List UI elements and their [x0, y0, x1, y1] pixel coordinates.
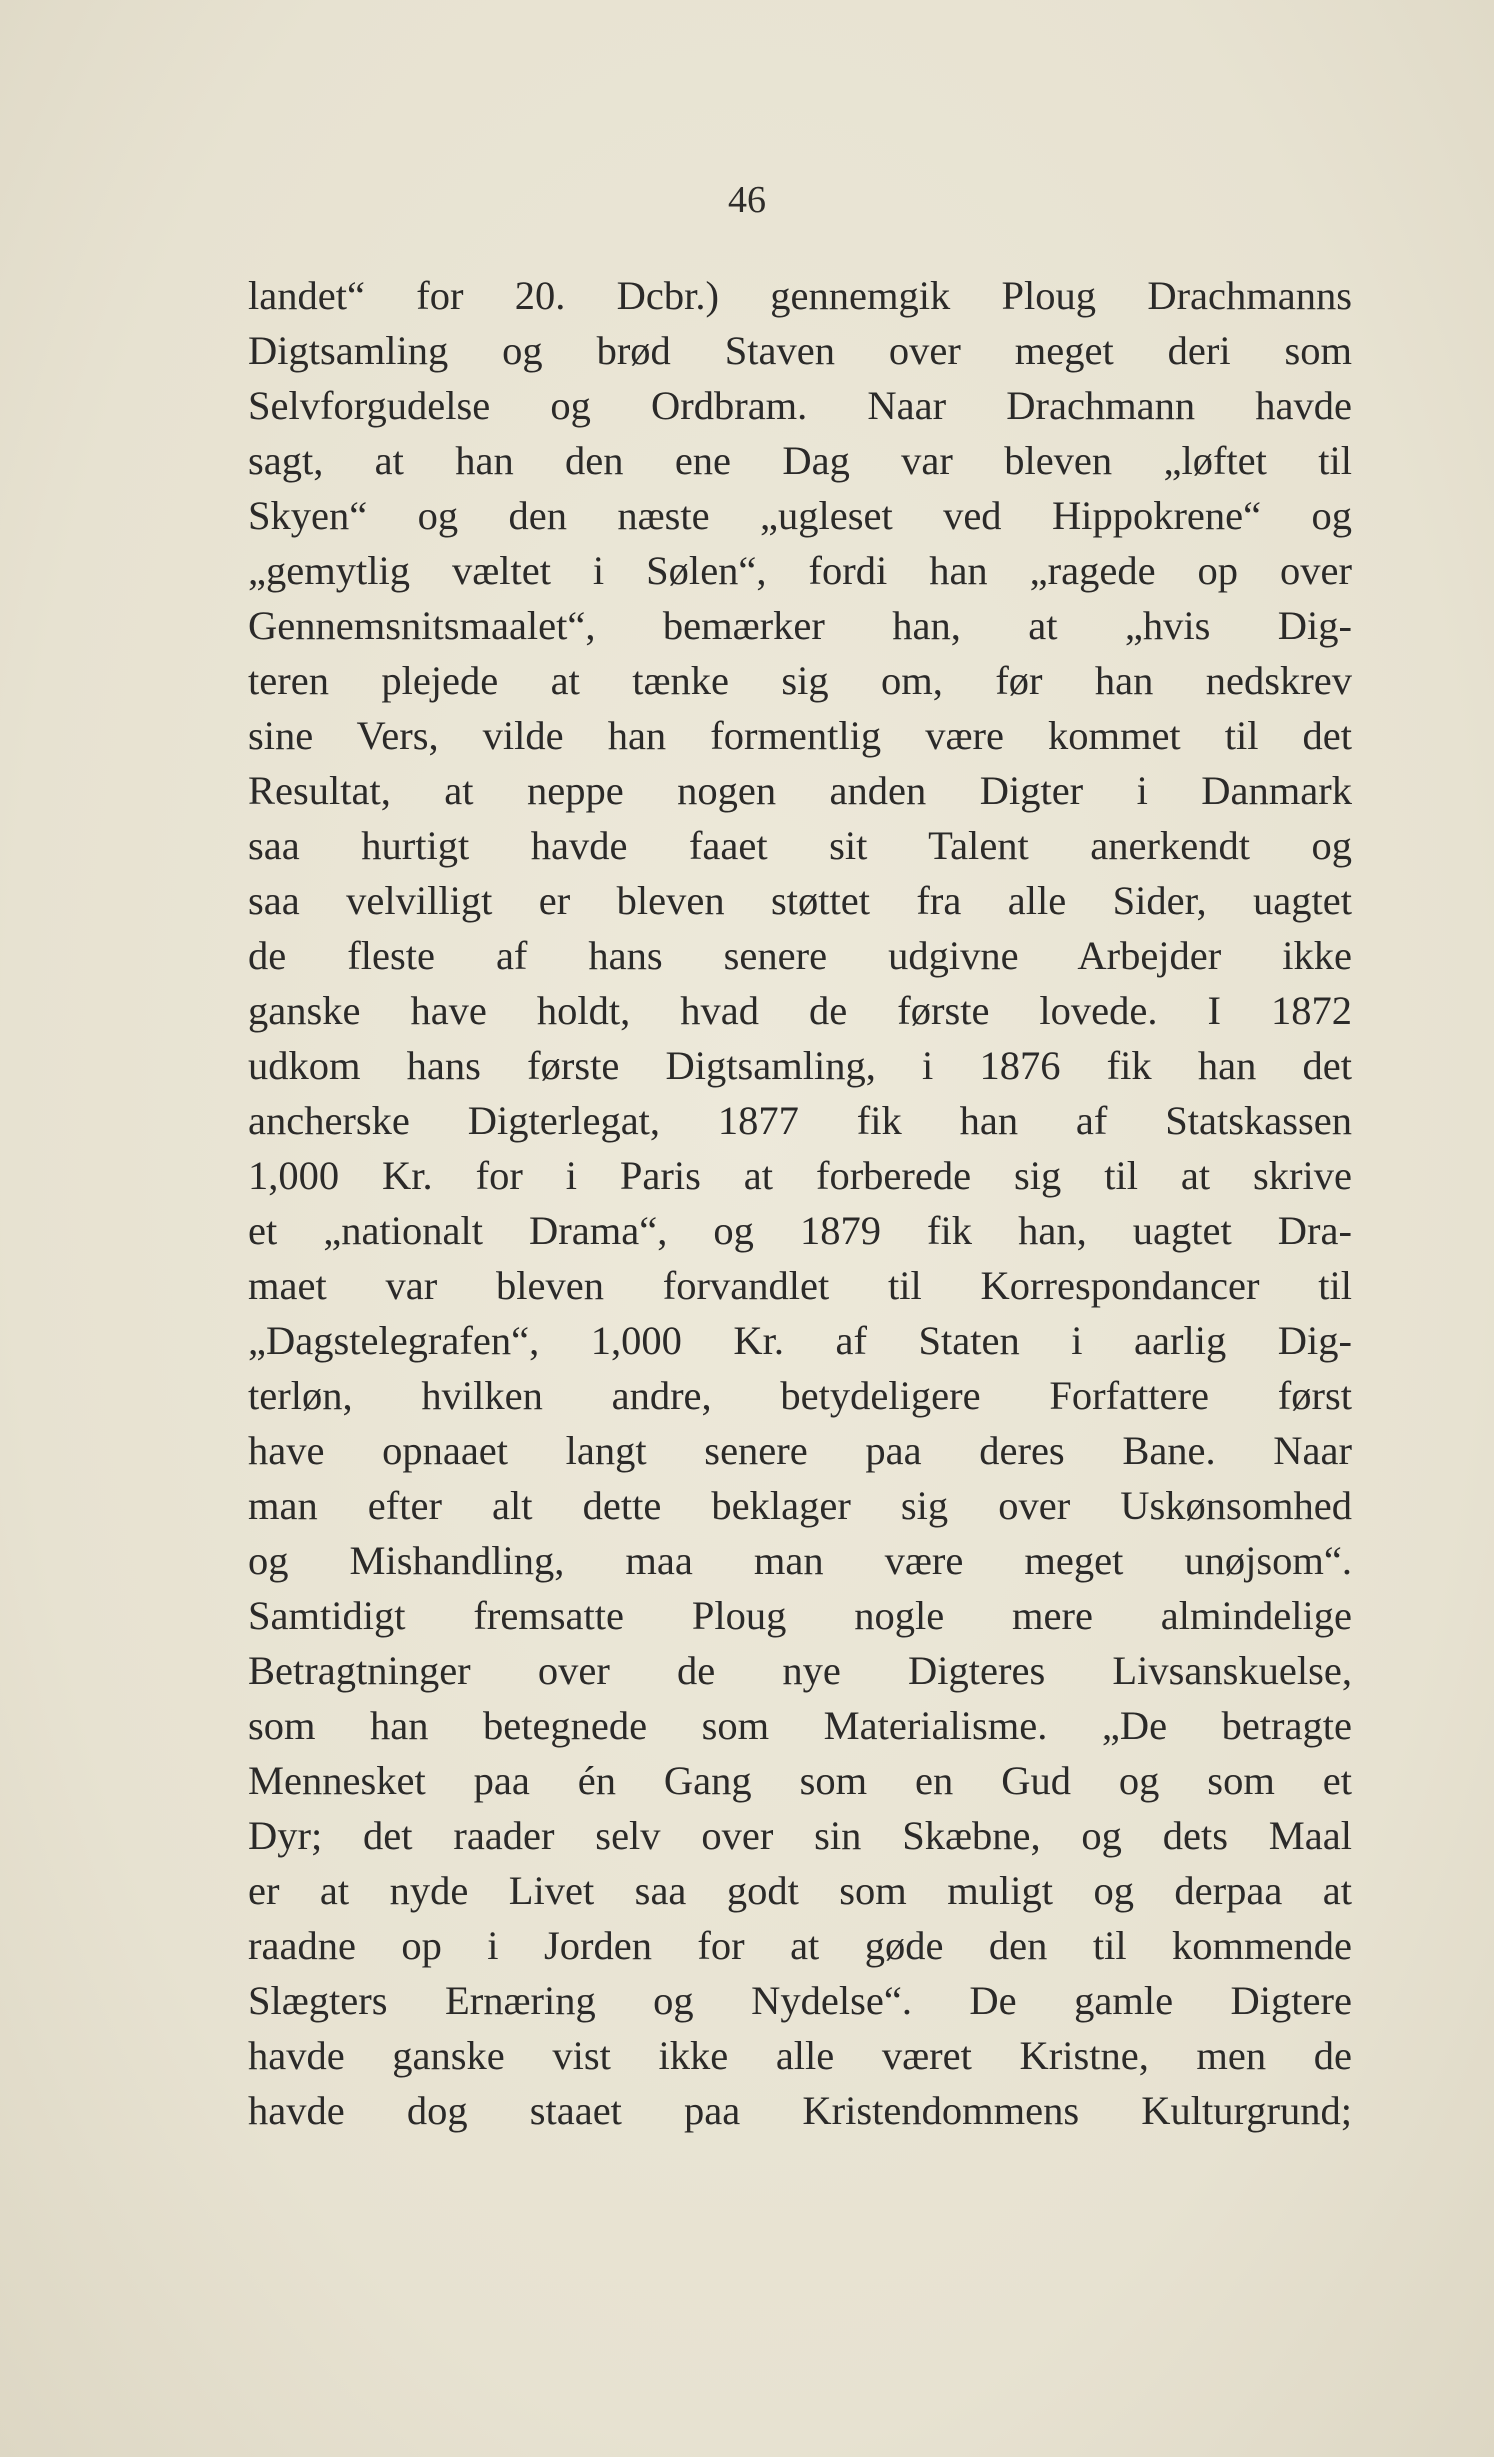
text-line: saa hurtigt havde faaet sit Talent anerkendt og	[248, 823, 1352, 868]
text-line: ancherske Digterlegat, 1877 fik han af Statskassen	[248, 1098, 1352, 1143]
text-line: havde dog staaet paa Kristendommens Kulturgrund;	[248, 2088, 1352, 2133]
text-line: Betragtninger over de nye Digteres Livsanskuelse,	[248, 1648, 1352, 1693]
page-number: 46	[728, 179, 766, 221]
text-line: terløn, hvilken andre, betydeligere Forfattere først	[248, 1373, 1352, 1418]
text-line: teren plejede at tænke sig om, før han nedskrev	[248, 658, 1352, 703]
text-line: Slægters Ernæring og Nydelse“. De gamle Digtere	[248, 1978, 1352, 2023]
text-line: landet“ for 20. Dcbr.) gennemgik Ploug Drachmanns	[248, 273, 1352, 318]
text-line: et „nationalt Drama“, og 1879 fik han, uagtet Dra-	[248, 1208, 1352, 1253]
text-line: Resultat, at neppe nogen anden Digter i Danmark	[248, 768, 1352, 813]
text-line: Selvforgudelse og Ordbram. Naar Drachmann havde	[248, 383, 1352, 428]
text-line: maet var bleven forvandlet til Korrespondancer til	[248, 1263, 1352, 1308]
text-line: sagt, at han den ene Dag var bleven „løftet til	[248, 438, 1352, 483]
text-line: „Dagstelegrafen“, 1,000 Kr. af Staten i aarlig Dig-	[248, 1318, 1352, 1363]
text-line: 1,000 Kr. for i Paris at forberede sig til at skrive	[248, 1153, 1352, 1198]
text-line: og Mishandling, maa man være meget unøjsom“.	[248, 1538, 1352, 1583]
text-line: Digtsamling og brød Staven over meget deri som	[248, 328, 1352, 373]
text-line: de fleste af hans senere udgivne Arbejder ikke	[248, 933, 1352, 978]
text-line: man efter alt dette beklager sig over Uskønsomhed	[248, 1483, 1352, 1528]
text-line: som han betegnede som Materialisme. „De betragte	[248, 1703, 1352, 1748]
text-line: raadne op i Jorden for at gøde den til kommende	[248, 1923, 1352, 1968]
text-line: saa velvilligt er bleven støttet fra alle Sider, uagtet	[248, 878, 1352, 923]
text-line: Gennemsnitsmaalet“, bemærker han, at „hvis Dig-	[248, 603, 1352, 648]
text-line: have opnaaet langt senere paa deres Bane. Naar	[248, 1428, 1352, 1473]
text-line: Dyr; det raader selv over sin Skæbne, og dets Maal	[248, 1813, 1352, 1858]
text-line: udkom hans første Digtsamling, i 1876 fik han det	[248, 1043, 1352, 1088]
text-line: er at nyde Livet saa godt som muligt og derpaa at	[248, 1868, 1352, 1913]
text-line: „gemytlig væltet i Sølen“, fordi han „ragede op over	[248, 548, 1352, 593]
text-line: Skyen“ og den næste „ugleset ved Hippokrene“ og	[248, 493, 1352, 538]
text-line: sine Vers, vilde han formentlig være kommet til det	[248, 713, 1352, 758]
body-text	[248, 268, 1352, 2138]
text-line: ganske have holdt, hvad de første lovede. I 1872	[248, 988, 1352, 1033]
text-line: Samtidigt fremsatte Ploug nogle mere almindelige	[248, 1593, 1352, 1638]
text-line: Mennesket paa én Gang som en Gud og som et	[248, 1758, 1352, 1803]
text-line: havde ganske vist ikke alle været Kristne, men de	[248, 2033, 1352, 2078]
